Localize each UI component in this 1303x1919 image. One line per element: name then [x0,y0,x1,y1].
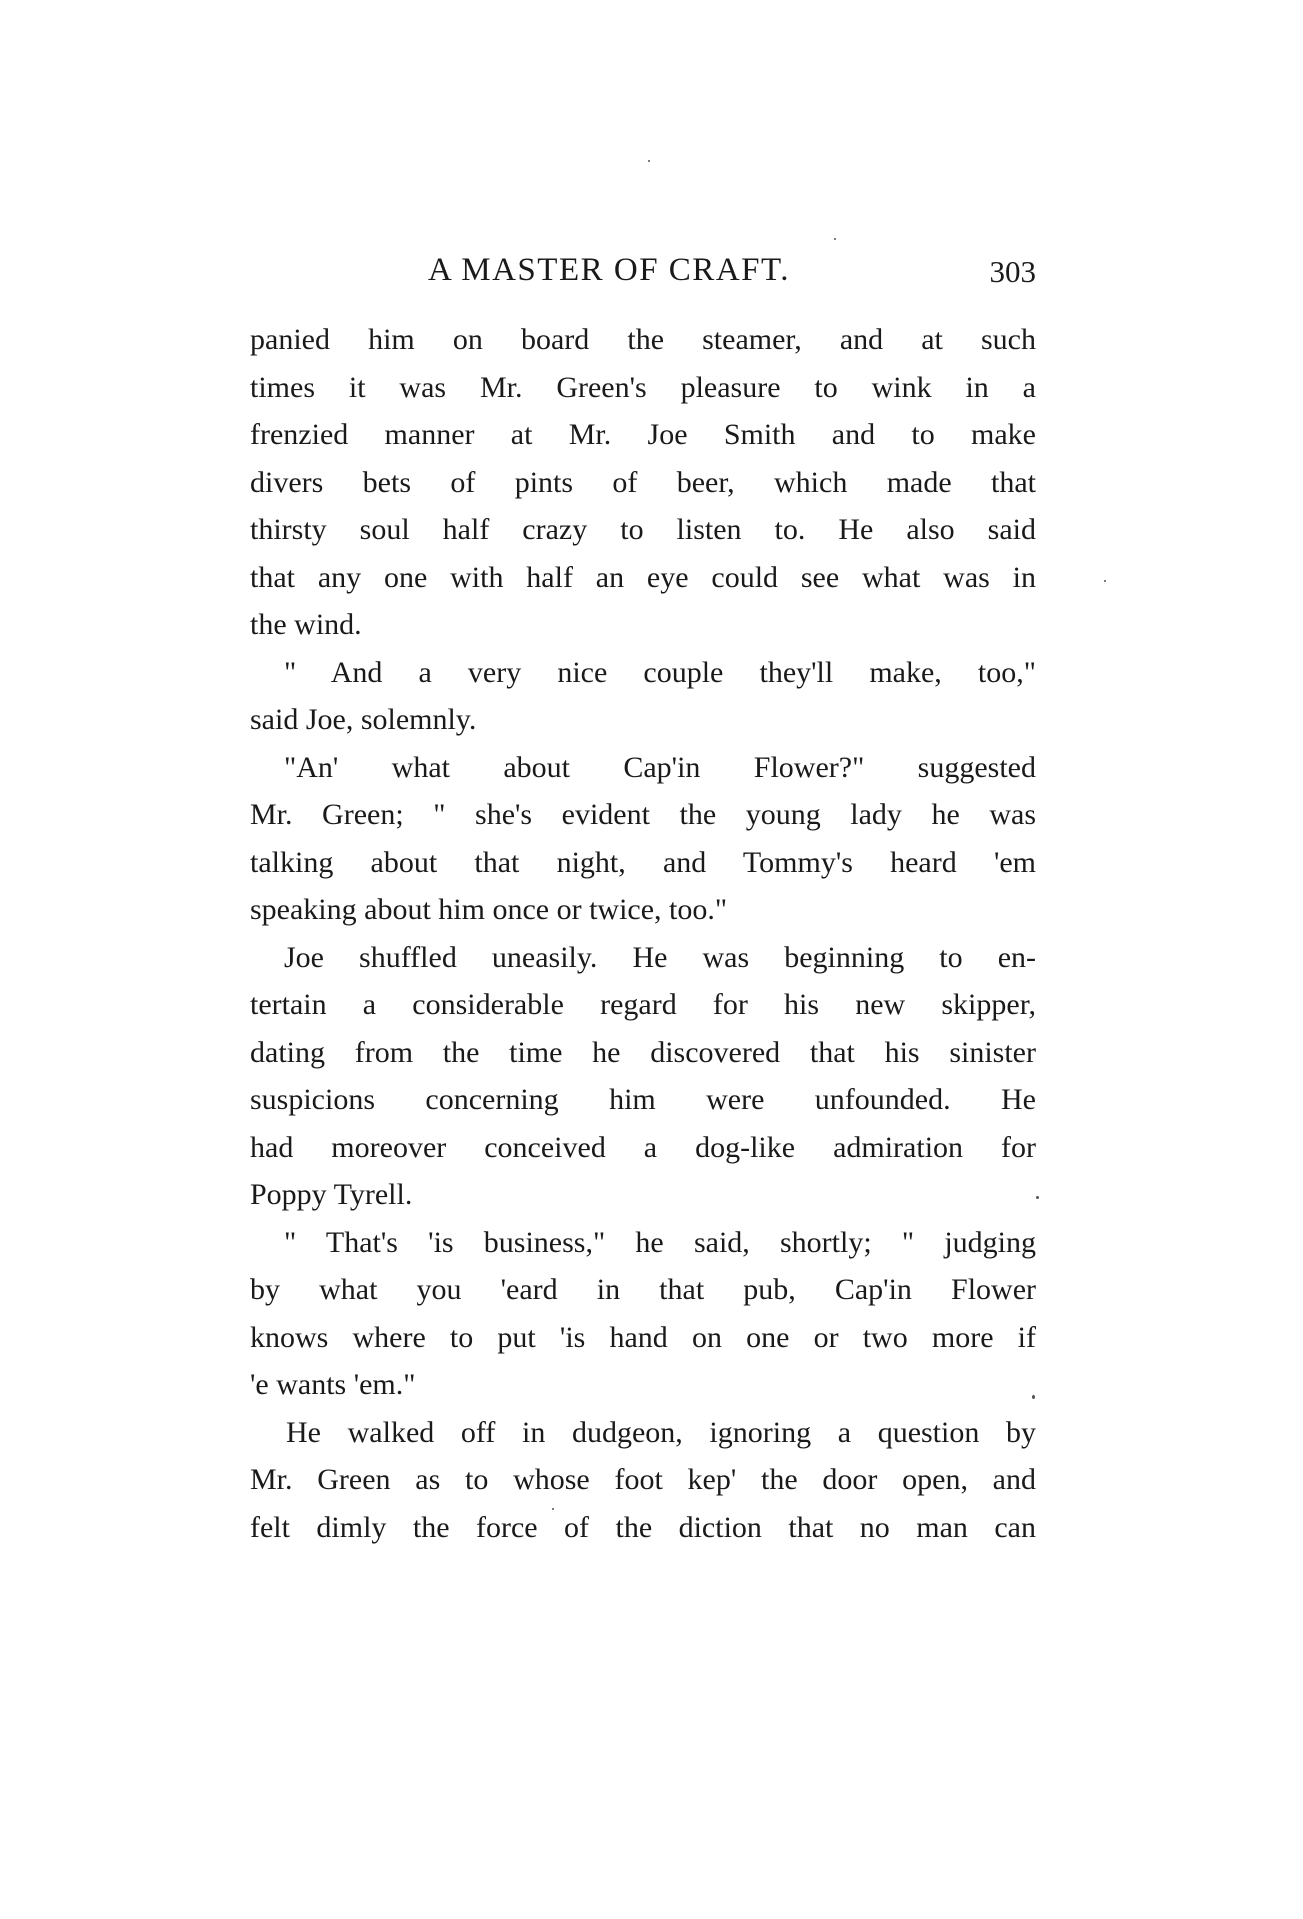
text-line: said Joe, solemnly. [250,703,477,736]
text-line: suspicions concerning him were unfounded. He [250,1083,1036,1116]
scan-speck [552,1508,554,1510]
text-line: "An' what about Cap'in Flower?" suggested [284,750,1036,784]
text-line: speaking about him once or twice, too." [250,893,728,926]
text-line: knows where to put 'is hand on one or two more if [250,1320,1036,1354]
text-line: panied him on board the steamer, and at such [250,323,1036,356]
text-line: by what you 'eard in that pub, Cap'in Flower [250,1273,1036,1306]
text-line: Joe shuffled uneasily. He was beginning to en- [284,940,1036,974]
text-line: Poppy Tyrell. [250,1178,413,1211]
text-line: He walked off in dudgeon, ignoring a question by [286,1415,1036,1449]
text-line: Mr. Green as to whose foot kep' the door open, and [250,1463,1036,1496]
text-line: times it was Mr. Green's pleasure to wink in a [250,370,1036,404]
text-line: Mr. Green; " she's evident the young lady he was [250,798,1036,831]
body-text [250,316,1036,1551]
scan-speck [1032,1395,1035,1399]
text-line: that any one with half an eye could see what was in [250,560,1036,594]
text-line: the wind. [250,608,362,641]
scan-speck [1036,1196,1039,1199]
scan-speck [1104,580,1106,582]
text-line: talking about that night, and Tommy's heard 'em [250,845,1036,879]
running-head [250,252,1036,302]
text-line: " And a very nice couple they'll make, too," [284,655,1036,689]
text-line: felt dimly the force of the diction that no man can [250,1510,1036,1544]
text-line: frenzied manner at Mr. Joe Smith and to make [250,418,1036,451]
text-line: 'e wants 'em." [250,1368,416,1401]
scan-speck [834,238,836,240]
text-line: had moreover conceived a dog-like admiration for [250,1130,1036,1164]
running-title: A MASTER OF CRAFT. [428,252,790,288]
text-line: " That's 'is business," he said, shortly; " judging [284,1225,1036,1259]
text-line: divers bets of pints of beer, which made that [250,465,1036,499]
text-line: tertain a considerable regard for his new skipper, [250,988,1036,1021]
text-line: dating from the time he discovered that his sinister [250,1035,1036,1069]
scan-speck [648,160,650,162]
page-number: 303 [989,254,1036,289]
text-line: thirsty soul half crazy to listen to. He also said [250,513,1036,546]
